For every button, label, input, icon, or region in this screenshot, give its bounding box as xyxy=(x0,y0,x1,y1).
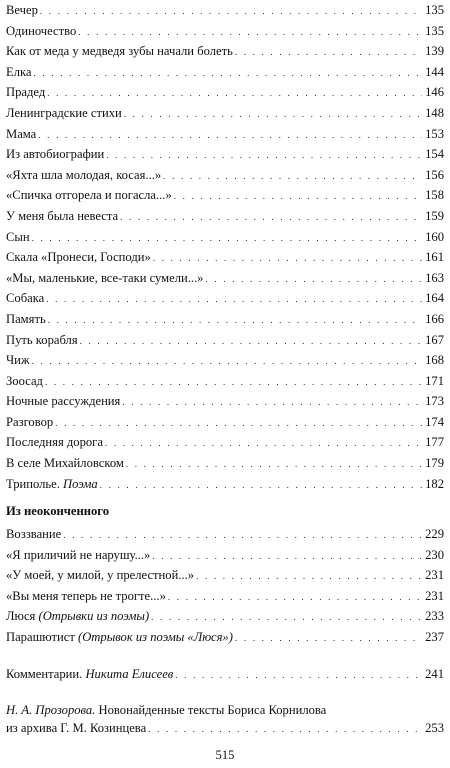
toc-entry xyxy=(6,545,444,566)
toc-entry xyxy=(6,391,444,412)
toc-entry xyxy=(6,586,444,607)
toc-entry-page: 163 xyxy=(425,270,444,285)
toc-entry-page: 166 xyxy=(425,311,444,326)
toc-entry-page: 135 xyxy=(425,3,444,17)
toc-entry xyxy=(6,627,444,648)
toc-entry xyxy=(6,474,444,495)
toc-entry xyxy=(6,606,444,627)
toc-entry-title: «Мы, маленькие, все-таки сумели...» xyxy=(6,270,204,285)
dot-leader xyxy=(55,413,422,434)
toc-entry-title: Память xyxy=(6,311,46,326)
toc-entry-page: 158 xyxy=(425,188,444,203)
dot-leader xyxy=(106,145,422,166)
toc-entry-title: У меня была невеста xyxy=(6,208,119,223)
toc-entry xyxy=(6,0,444,21)
dot-leader xyxy=(46,289,422,310)
dot-leader xyxy=(148,720,422,738)
dot-leader xyxy=(32,228,422,249)
toc-entry-page: 146 xyxy=(425,85,444,100)
toc-entry-page: 179 xyxy=(425,456,444,471)
toc-entry-title: Прадед xyxy=(6,85,46,100)
toc-entry-page: 237 xyxy=(425,629,444,644)
toc-entry-page: 233 xyxy=(425,609,444,624)
toc-entry-page: 177 xyxy=(425,435,444,450)
toc-entry-title: Как от меда у медведя зубы начали болеть xyxy=(6,44,233,59)
toc-entry xyxy=(6,124,444,145)
toc-entry-title: Воззвание xyxy=(6,527,62,541)
article-author: Н. А. Прозорова. xyxy=(6,703,96,717)
toc-entry-page: 156 xyxy=(425,167,444,182)
dot-leader xyxy=(175,665,422,686)
toc-entry-title: Скала «Пронеси, Господи» xyxy=(6,250,151,265)
toc-entry xyxy=(6,565,444,586)
dot-leader xyxy=(40,1,422,22)
dot-leader xyxy=(78,22,422,43)
toc-entry-title: «Яхта шла молодая, косая...» xyxy=(6,167,162,182)
table-of-contents-section xyxy=(6,524,444,648)
toc-entry-title: Мама xyxy=(6,126,37,141)
toc-entry-page: 139 xyxy=(425,44,444,59)
toc-entry-page: 154 xyxy=(425,147,444,162)
toc-entry xyxy=(6,288,444,309)
table-of-contents xyxy=(6,0,444,494)
toc-entry xyxy=(6,227,444,248)
toc-entry xyxy=(6,268,444,289)
dot-leader xyxy=(48,310,422,331)
toc-entry xyxy=(6,309,444,330)
toc-entry xyxy=(6,247,444,268)
dot-leader xyxy=(122,392,422,413)
toc-entry-title: Люся (Отрывки из поэмы) xyxy=(6,609,150,624)
toc-entry-title: Парашютист (Отрывок из поэмы «Люся») xyxy=(6,629,233,644)
toc-entry-title: Последняя дорога xyxy=(6,435,103,450)
toc-entry-title: «Я приличий не нарушу...» xyxy=(6,547,151,562)
toc-entry-title: Одиночество xyxy=(6,23,77,38)
toc-entry-title: Ночные рассуждения xyxy=(6,394,121,409)
dot-leader xyxy=(196,566,422,587)
toc-entry-title: Зоосад xyxy=(6,373,43,388)
toc-entry-page: 241 xyxy=(425,667,444,681)
dot-leader xyxy=(80,331,422,352)
toc-entry-page: 164 xyxy=(425,291,444,306)
dot-leader xyxy=(174,186,422,207)
toc-entry xyxy=(6,453,444,474)
toc-entry-page: 168 xyxy=(425,353,444,368)
toc-entry-page: 173 xyxy=(425,394,444,409)
commentary-entry-wrapper xyxy=(6,664,444,685)
toc-entry-page: 171 xyxy=(425,373,444,388)
article-entry-line1 xyxy=(6,701,444,719)
dot-leader xyxy=(151,607,422,628)
dot-leader xyxy=(205,269,422,290)
dot-leader xyxy=(163,166,422,187)
toc-entry xyxy=(6,371,444,392)
toc-entry-page: 161 xyxy=(425,250,444,265)
dot-leader xyxy=(100,475,422,496)
toc-entry-page: 153 xyxy=(425,126,444,141)
page-number: 515 xyxy=(215,748,235,762)
article-title-part2: из архива Г. М. Козинцева xyxy=(6,721,147,735)
toc-entry xyxy=(6,41,444,62)
toc-entry-title: Путь корабля xyxy=(6,332,78,347)
toc-entry-page: 231 xyxy=(425,568,444,583)
dot-leader xyxy=(45,372,422,393)
toc-entry-page: 174 xyxy=(425,414,444,429)
toc-entry-page: 229 xyxy=(425,527,444,541)
section-heading: Из неоконченного xyxy=(6,504,109,518)
toc-entry-title: Комментарии. Никита Елисеев xyxy=(6,667,174,681)
dot-leader xyxy=(34,63,423,84)
toc-entry-page: 231 xyxy=(425,588,444,603)
toc-entry-title: Елка xyxy=(6,64,32,79)
toc-entry-page: 144 xyxy=(425,64,444,79)
dot-leader xyxy=(105,433,422,454)
toc-entry-title: Чиж xyxy=(6,353,30,368)
toc-entry xyxy=(6,432,444,453)
article-title-part1: Новонайденные тексты Бориса Корнилова xyxy=(98,703,327,717)
toc-entry-page: 167 xyxy=(425,332,444,347)
toc-entry-page: 159 xyxy=(425,208,444,223)
toc-entry-title: Собака xyxy=(6,291,45,306)
toc-entry-page: 148 xyxy=(425,105,444,120)
dot-leader xyxy=(32,351,422,372)
dot-leader xyxy=(153,248,422,269)
dot-leader xyxy=(126,454,422,475)
dot-leader xyxy=(47,83,422,104)
toc-entry-title: В селе Михайловском xyxy=(6,456,124,471)
toc-entry-page: 230 xyxy=(425,547,444,562)
toc-entry xyxy=(6,412,444,433)
dot-leader xyxy=(235,42,422,63)
toc-entry-title: «У моей, у милой, у прелестной...» xyxy=(6,568,195,583)
toc-entry xyxy=(6,185,444,206)
dot-leader xyxy=(38,125,422,146)
toc-entry-page: 253 xyxy=(425,721,444,735)
toc-entry xyxy=(6,103,444,124)
toc-entry-title: «Спичка отгорела и погасла...» xyxy=(6,188,172,203)
article-entry-line2 xyxy=(6,719,444,737)
dot-leader xyxy=(124,104,422,125)
toc-entry xyxy=(6,62,444,83)
toc-entry xyxy=(6,21,444,42)
toc-entry-title: Триполье. Поэма xyxy=(6,476,98,491)
toc-entry xyxy=(6,350,444,371)
toc-entry-page: 160 xyxy=(425,229,444,244)
toc-entry xyxy=(6,206,444,227)
toc-entry xyxy=(6,330,444,351)
toc-entry-page: 135 xyxy=(425,23,444,38)
toc-entry-title: Сын xyxy=(6,229,30,244)
toc-entry xyxy=(6,82,444,103)
dot-leader xyxy=(152,546,422,567)
toc-entry-commentary xyxy=(6,664,444,685)
dot-leader xyxy=(120,207,422,228)
toc-entry xyxy=(6,144,444,165)
toc-entry-title: «Вы меня теперь не трогте...» xyxy=(6,588,166,603)
article-entry xyxy=(6,701,444,737)
toc-entry-title: Разговор xyxy=(6,414,54,429)
dot-leader xyxy=(235,628,422,649)
toc-entry-title: Из автобиографии xyxy=(6,147,105,162)
toc-entry-title: Вечер xyxy=(6,3,38,17)
toc-entry xyxy=(6,165,444,186)
toc-entry xyxy=(6,524,444,545)
toc-entry-title: Ленинградские стихи xyxy=(6,105,122,120)
dot-leader xyxy=(168,587,422,608)
toc-entry-page: 182 xyxy=(425,476,444,491)
dot-leader xyxy=(63,525,422,546)
